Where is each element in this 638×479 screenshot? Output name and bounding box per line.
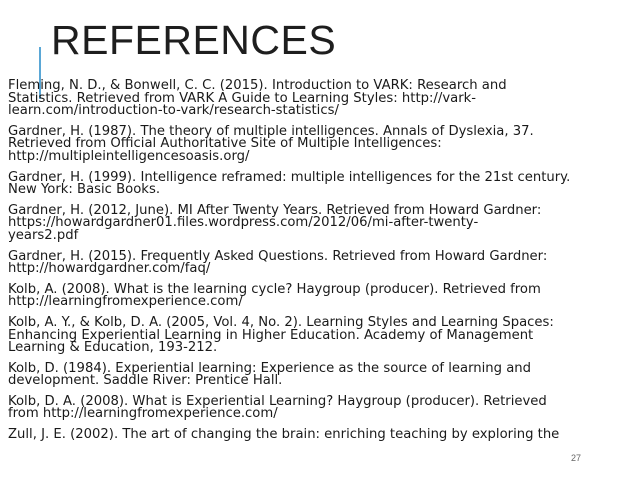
reference-entry [8,248,633,277]
reference-line: Gardner, H. (1987). The theory of multiple intelligences. Annals of Dyslexia, 37. [8,123,534,139]
reference-line: Gardner, H. (2012, June). MI After Twenty Years. Retrieved from Howard Gardner: [8,202,542,218]
reference-line: development. Saddle River: Prentice Hall. [8,373,283,389]
reference-line: Fleming, N. D., & Bonwell, C. C. (2015). Introduction to VARK: Research and [8,78,507,93]
references-list [8,80,633,450]
reference-line: New York: Basic Books. [8,182,161,198]
reference-line: Enhancing Experiential Learning in Higher Education. Academy of Management [8,327,534,343]
reference-line: http://learningfromexperience.com/ [8,294,243,310]
reference-line: http://howardgardner.com/faq/ [8,261,211,277]
reference-entry [8,169,633,198]
reference-line: Zull, J. E. (2002). The art of changing the brain: enriching teaching by exploring the [8,427,560,443]
reference-line: Kolb, D. (1984). Experiential learning: Experience as the source of learning and [8,360,532,376]
reference-line: Retrieved from Official Authoritative Site of Multiple Intelligences: [8,136,442,152]
reference-line: Kolb, A. Y., & Kolb, D. A. (2005, Vol. 4, No. 2). Learning Styles and Learning Spaces: [8,314,554,330]
reference-entry [8,393,633,422]
reference-entry [8,202,633,243]
reference-line: Learning & Education, 193-212. [8,340,218,356]
reference-line: Statistics. Retrieved from VARK A Guide to Learning Styles: http://vark- [8,90,477,106]
reference-line: years2.pdf [8,227,79,243]
reference-entry [8,314,633,356]
reference-entry [8,123,633,164]
reference-line: Gardner, H. (2015). Frequently Asked Questions. Retrieved from Howard Gardner: [8,248,548,264]
reference-line: Kolb, A. (2008). What is the learning cycle? Haygroup (producer). Retrieved from [8,281,541,297]
reference-entry [8,360,633,389]
reference-line: http://multipleintelligencesoasis.org/ [8,148,250,164]
reference-entry [8,80,633,118]
reference-entry [8,281,633,310]
reference-line: Gardner, H. (1999). Intelligence reframed: multiple intelligences for the 21st century. [8,169,571,185]
page-number: 27 [571,453,582,463]
reference-entry [8,429,633,442]
reference-line: learn.com/introduction-to-vark/research-statistics/ [8,103,339,119]
reference-line: https://howardgardner01.files.wordpress.com/2012/06/mi-after-twenty- [8,215,479,231]
reference-line: from http://learningfromexperience.com/ [8,406,278,422]
slide-title: REFERENCES [51,17,337,63]
reference-line: Kolb, D. A. (2008). What is Experiential Learning? Haygroup (producer). Retrieved [8,393,547,409]
